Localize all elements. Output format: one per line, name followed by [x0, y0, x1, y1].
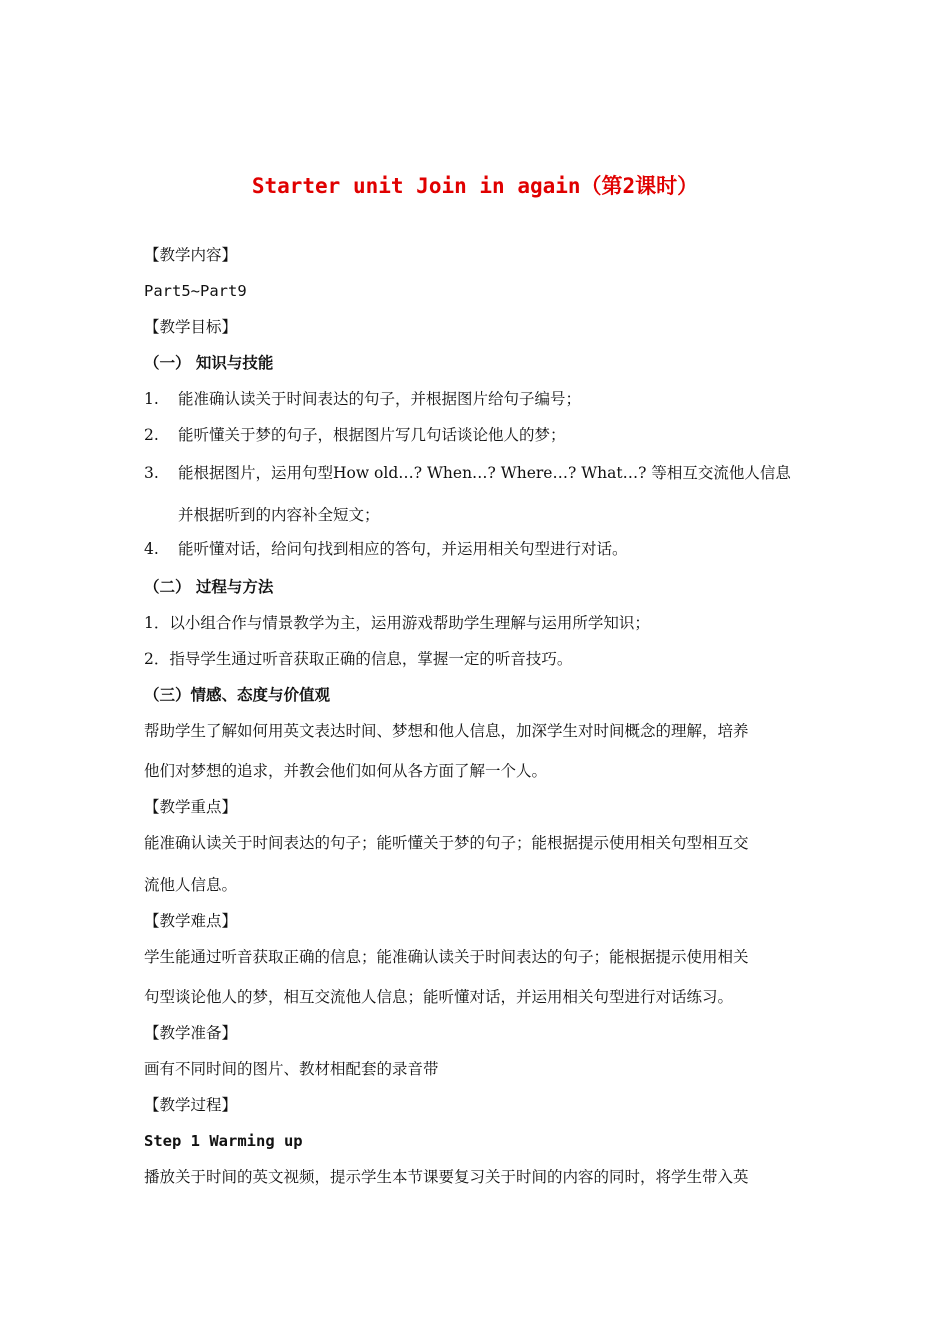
key-points-heading: 【教学重点】: [144, 798, 238, 816]
item-text: 能根据图片，运用句型How old…? When…? Where…? What…? 等相互交流他人信息: [178, 464, 791, 482]
step1-heading: Step 1 Warming up: [144, 1132, 303, 1150]
preparation-heading: 【教学准备】: [144, 1024, 238, 1042]
process-heading: 【教学过程】: [144, 1096, 238, 1114]
goal2-heading: （二） 过程与方法: [144, 577, 274, 596]
content-text: Part5~Part9: [144, 282, 247, 300]
item-number: 4.: [144, 540, 159, 558]
item-continuation: 并根据听到的内容补全短文；: [178, 506, 380, 524]
item-number: 2.: [144, 426, 159, 444]
difficult-points-heading: 【教学难点】: [144, 912, 238, 930]
goal1-item: [144, 462, 791, 484]
preparation-text: 画有不同时间的图片、教材相配套的录音带: [144, 1060, 439, 1078]
key-points-line: 流他人信息。: [144, 876, 238, 894]
goal3-paragraph-line: 他们对梦想的追求，并教会他们如何从各方面了解一个人。: [144, 762, 548, 780]
item-number: 1.: [144, 390, 159, 408]
document-title: Starter unit Join in again（第2课时）: [251, 174, 699, 198]
step1-text: 播放关于时间的英文视频，提示学生本节课要复习关于时间的内容的同时，将学生带入英: [144, 1168, 749, 1186]
key-points-line: 能准确认读关于时间表达的句子；能听懂关于梦的句子；能根据提示使用相关句型相互交: [144, 834, 749, 852]
goals-heading: 【教学目标】: [144, 318, 238, 336]
goal1-item: [144, 424, 566, 446]
goal1-item: [144, 388, 581, 410]
goal1-heading: （一） 知识与技能: [144, 353, 274, 372]
item-number: 3.: [144, 464, 159, 482]
item-text: 能准确认读关于时间表达的句子，并根据图片给句子编号；: [178, 390, 582, 408]
goal2-item: 1．以小组合作与情景教学为主，运用游戏帮助学生理解与运用所学知识；: [144, 614, 650, 632]
goal3-heading: （三）情感、态度与价值观: [144, 685, 331, 704]
content-heading: 【教学内容】: [144, 246, 238, 264]
difficult-points-line: 学生能通过听音获取正确的信息；能准确认读关于时间表达的句子；能根据提示使用相关: [144, 948, 749, 966]
item-text: 能听懂对话，给问句找到相应的答句，并运用相关句型进行对话。: [178, 540, 628, 558]
difficult-points-line: 句型谈论他人的梦，相互交流他人信息；能听懂对话，并运用相关句型进行对话练习。: [144, 988, 734, 1006]
goal3-paragraph-line: 帮助学生了解如何用英文表达时间、梦想和他人信息，加深学生对时间概念的理解，培养: [144, 722, 749, 740]
goal2-item: 2．指导学生通过听音获取正确的信息，掌握一定的听音技巧。: [144, 650, 573, 668]
item-text: 能听懂关于梦的句子，根据图片写几句话谈论他人的梦；: [178, 426, 566, 444]
goal1-item: [144, 538, 628, 560]
